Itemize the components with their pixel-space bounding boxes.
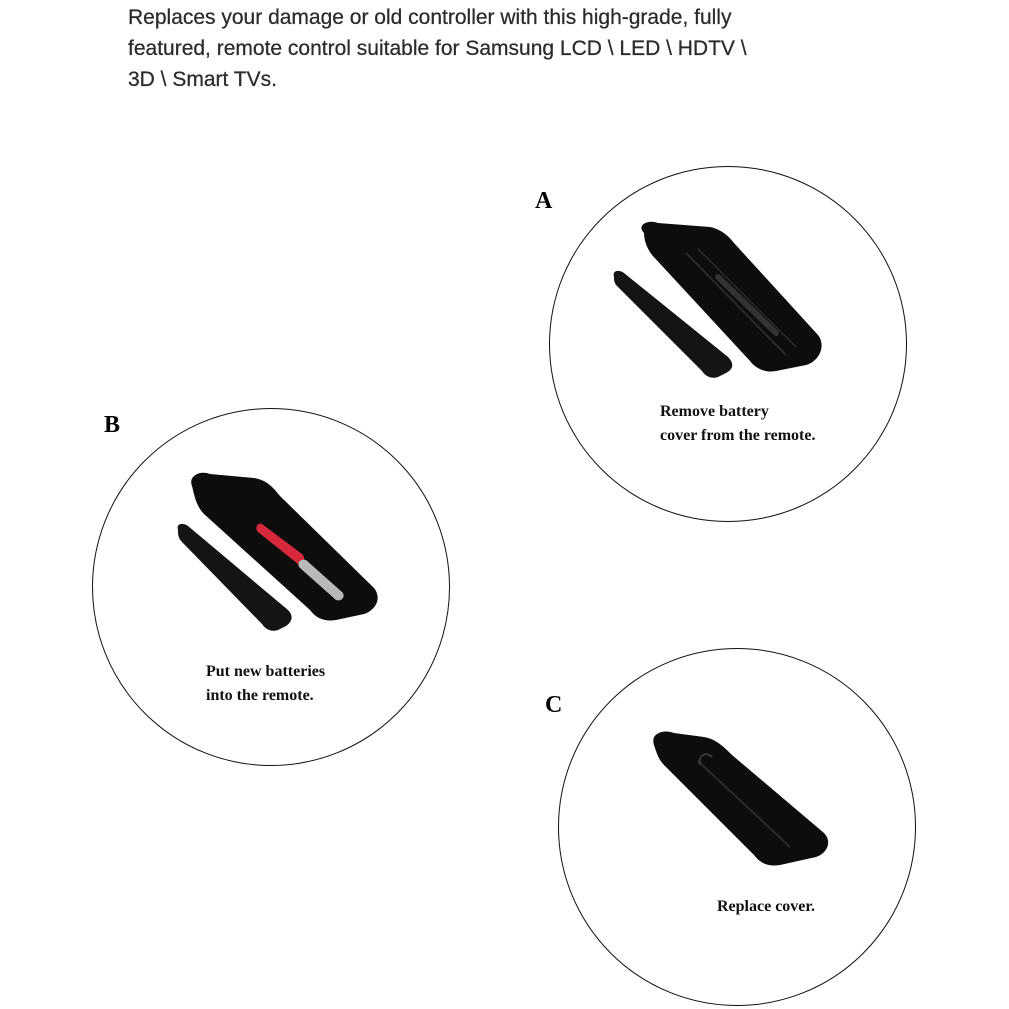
caption-line: Put new batteries [206, 663, 326, 680]
step-c-caption [717, 895, 815, 919]
step-c-illustration [640, 725, 840, 875]
caption-line: Remove battery [660, 403, 769, 420]
caption-line: Replace cover. [717, 898, 816, 915]
step-c-letter: C [545, 692, 563, 718]
step-a-caption [660, 400, 815, 448]
step-b-illustration [170, 470, 390, 640]
remote-body [641, 222, 821, 372]
step-a-illustration [600, 215, 840, 395]
intro-line: Replaces your damage or old controller with this high-grade, fully [128, 6, 732, 29]
caption-line: cover from the remote. [660, 427, 816, 444]
remote-body [653, 732, 828, 866]
step-b-letter: B [104, 412, 121, 438]
caption-line: into the remote. [206, 687, 314, 704]
step-a-letter: A [535, 188, 553, 214]
intro-description [128, 2, 888, 95]
step-b-caption [206, 660, 325, 708]
intro-line: featured, remote control suitable for Samsung LCD \ LED \ HDTV \ [128, 37, 747, 60]
intro-line: 3D \ Smart TVs. [128, 68, 277, 91]
